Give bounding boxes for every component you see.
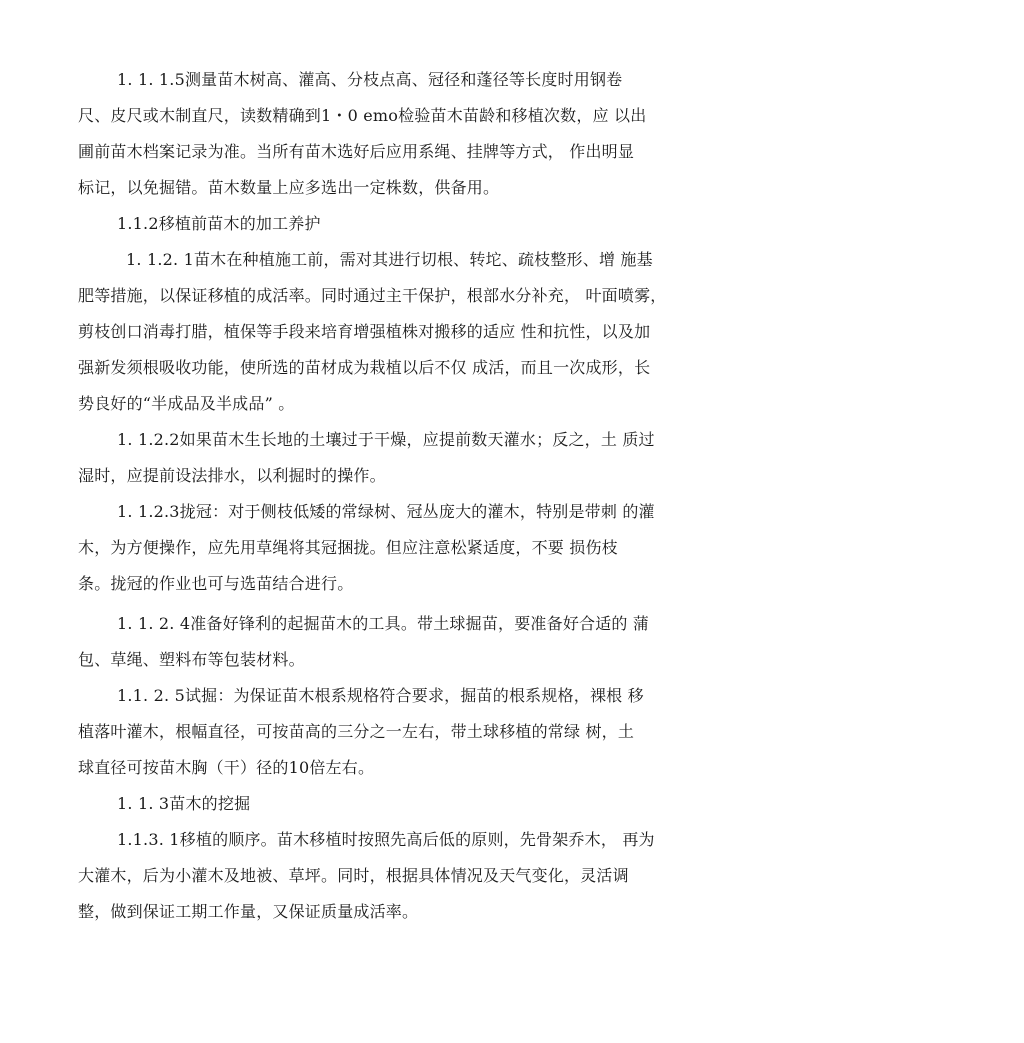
text-line: 剪枝创口消毒打腊，植保等手段来培育增强植株对搬移的适应 性和抗性，以及加: [78, 322, 651, 341]
text-line: 条。拢冠的作业也可与选苗结合进行。: [78, 574, 354, 593]
text-line: 1. 1. 1.5测量苗木树高、灌高、分枝点高、冠径和蓬径等长度时用钢卷: [117, 70, 623, 89]
section-heading: 1.1.2移植前苗木的加工养护: [117, 214, 321, 233]
text-line: 1.1.3. 1移植的顺序。苗木移植时按照先高后低的原则，先骨架乔木， 再为: [117, 830, 655, 849]
text-line: 包、草绳、塑料布等包装材料。: [78, 650, 305, 669]
text-line: 湿时，应提前设法排水，以利掘时的操作。: [78, 466, 386, 485]
text-line: 肥等措施，以保证移植的成活率。同时通过主干保护，根部水分补充， 叶面喷雾，: [78, 286, 667, 305]
text-line: 木，为方便操作，应先用草绳将其冠捆拢。但应注意松紧适度，不要 损伤枝: [78, 538, 618, 557]
section-heading: 1. 1. 3苗木的挖掘: [117, 794, 251, 813]
text-line: 势良好的“半成品及半成品” 。: [78, 394, 295, 413]
text-line: 1. 1.2. 1苗木在种植施工前，需对其进行切根、转坨、疏枝整形、增 施基: [126, 250, 653, 269]
text-line: 球直径可按苗木胸（干）径的10倍左右。: [78, 758, 375, 777]
text-line: 1. 1. 2. 4准备好锋利的起掘苗木的工具。带土球掘苗，要准备好合适的 蒲: [117, 614, 650, 633]
text-line: 标记，以免掘错。苗木数量上应多选出一定株数，供备用。: [78, 178, 500, 197]
text-line: 整，做到保证工期工作量，又保证质量成活率。: [78, 902, 419, 921]
text-line: 圃前苗木档案记录为准。当所有苗木选好后应用系绳、挂牌等方式， 作出明显: [78, 142, 635, 161]
text-line: 1. 1.2.2如果苗木生长地的土壤过于干燥，应提前数天灌水；反之，土 质过: [117, 430, 655, 449]
text-line: 大灌木，后为小灌木及地被、草坪。同时，根据具体情况及天气变化，灵活调: [78, 866, 629, 885]
text-line: 1.1. 2. 5试掘：为保证苗木根系规格符合要求，掘苗的根系规格，裸根 移: [117, 686, 644, 705]
text-line: 1. 1.2.3拢冠：对于侧枝低矮的常绿树、冠丛庞大的灌木，特别是带刺 的灌: [117, 502, 655, 521]
text-line: 强新发须根吸收功能，使所选的苗材成为栽植以后不仅 成活，而且一次成形，长: [78, 358, 651, 377]
text-line: 植落叶灌木，根幅直径，可按苗高的三分之一左右，带土球移植的常绿 树，土: [78, 722, 635, 741]
text-line: 尺、皮尺或木制直尺，读数精确到1・0 emo检验苗木苗龄和移植次数，应 以出: [78, 106, 647, 125]
